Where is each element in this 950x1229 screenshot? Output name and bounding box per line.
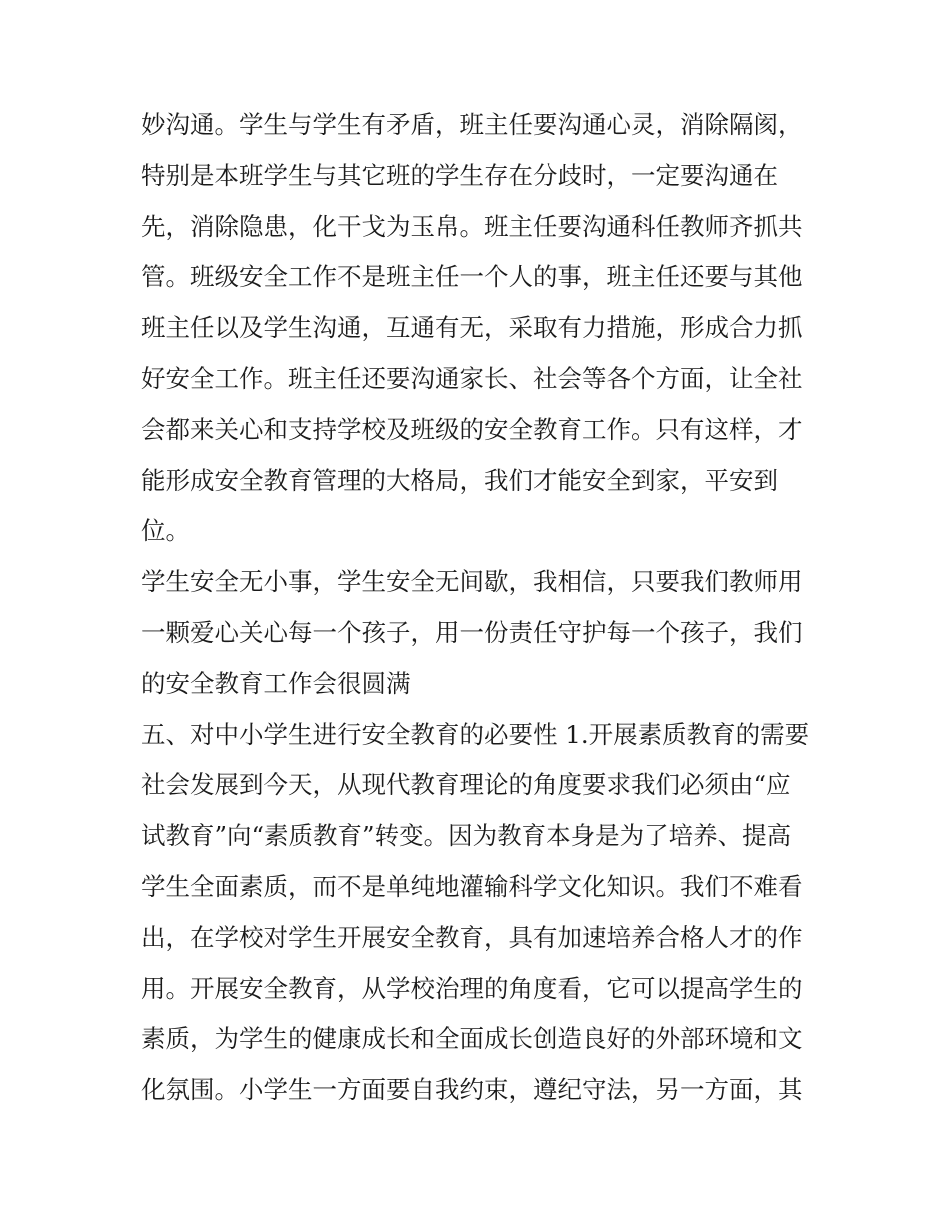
text-line: 出，在学校对学生开展安全教育，具有加速培养合格人才的作: [141, 922, 803, 952]
text-line: 用。开展安全教育，从学校治理的角度看，它可以提高学生的: [141, 973, 803, 1003]
body-text: [141, 100, 821, 1116]
text-line: 学生全面素质，而不是单纯地灌输科学文化知识。我们不难看: [141, 871, 803, 901]
text-line: 的安全教育工作会很圆满: [141, 668, 411, 698]
text-line: 素质，为学生的健康成长和全面成长创造良好的外部环境和文: [141, 1024, 803, 1054]
text-line: 一颗爱心关心每一个孩子，用一份责任守护每一个孩子，我们: [141, 617, 803, 647]
text-line: 先，消除隐患，化干戈为玉帛。班主任要沟通科任教师齐抓共: [141, 211, 803, 241]
text-line: 社会发展到今天，从现代教育理论的角度要求我们必须由“应: [141, 770, 791, 800]
text-line: 位。: [141, 516, 190, 546]
text-line: 试教育”向“素质教育”转变。因为教育本身是为了培养、提高: [141, 821, 792, 851]
text-line: 学生安全无小事，学生安全无间歇，我相信，只要我们教师用: [141, 567, 803, 597]
text-line: 特别是本班学生与其它班的学生存在分歧时，一定要沟通在: [141, 160, 778, 190]
text-line: 会都来关心和支持学校及班级的安全教育工作。只有这样，才: [141, 414, 803, 444]
text-line: 班主任以及学生沟通，互通有无，采取有力措施，形成合力抓: [141, 313, 803, 343]
text-line: 管。班级安全工作不是班主任一个人的事，班主任还要与其他: [141, 262, 803, 292]
text-line: 化氛围。小学生一方面要自我约束，遵纪守法，另一方面，其: [141, 1075, 803, 1105]
text-line: 妙沟通。学生与学生有矛盾，班主任要沟通心灵，消除隔阂，: [141, 110, 803, 139]
text-line: 能形成安全教育管理的大格局，我们才能安全到家，平安到: [141, 465, 778, 495]
text-line: 好安全工作。班主任还要沟通家长、社会等各个方面，让全社: [141, 363, 803, 393]
text-line: 五、对中小学生进行安全教育的必要性 1.开展素质教育的需要: [141, 719, 810, 749]
